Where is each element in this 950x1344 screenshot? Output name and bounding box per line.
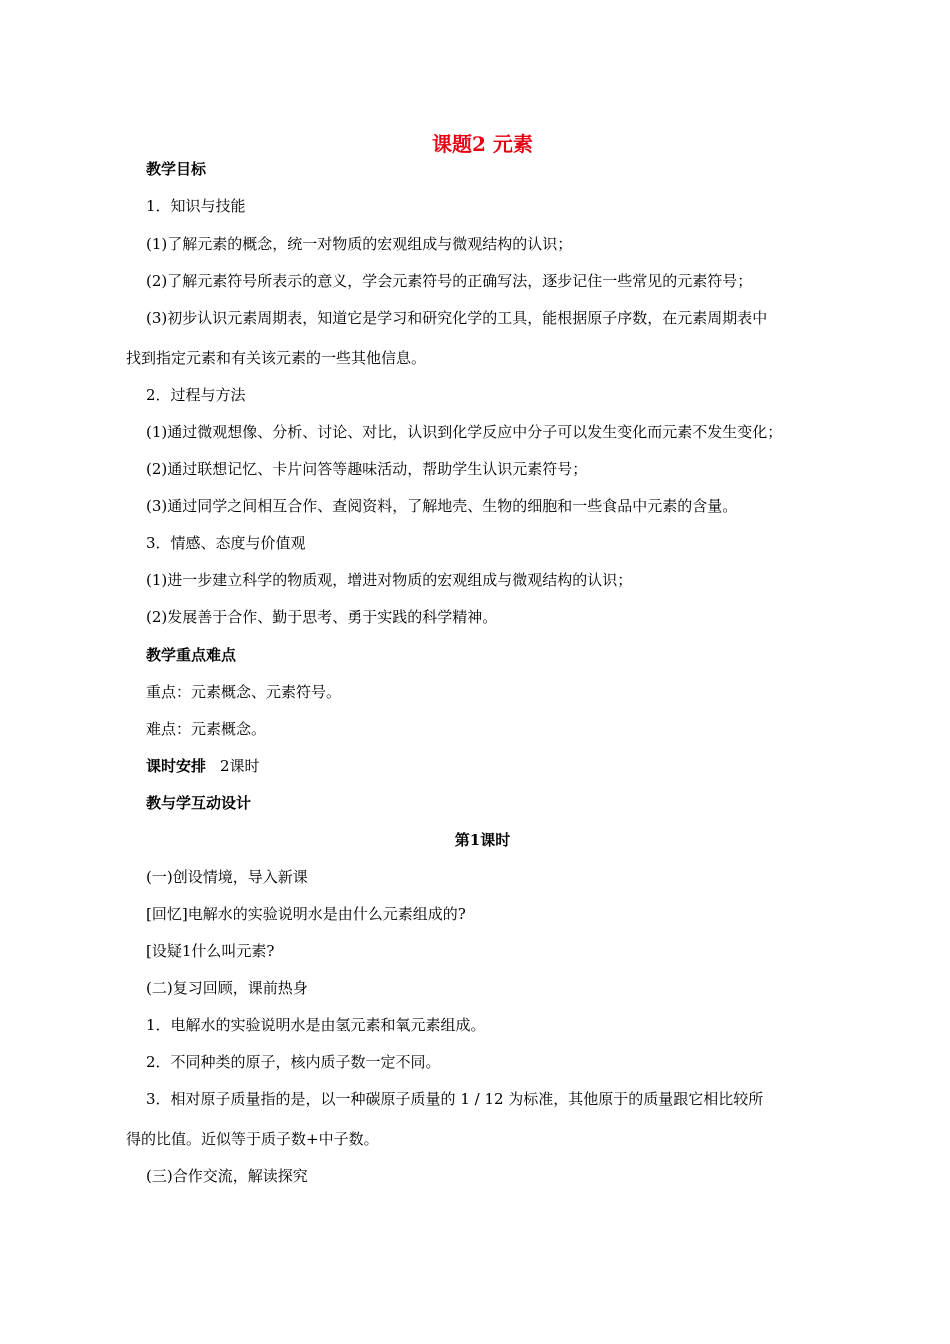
document-title: 课题2 元素 [432,132,533,156]
emotion-item-1: (1)进一步建立科学的物质观，增进对物质的宏观组成与微观结构的认识； [146,571,633,589]
section-process-methods: 2．过程与方法 [146,386,246,404]
process-item-2: (2)通过联想记忆、卡片问答等趣味活动，帮助学生认识元素符号； [146,460,588,478]
difficult-point: 难点：元素概念。 [146,720,267,738]
key-point: 重点：元素概念、元素符号。 [146,683,342,701]
doubt-question: [设疑1什么叫元素? [146,942,275,960]
review-item-3: 3．相对原子质量指的是，以一种碳原子质量的 1 / 12 为标准，其他原于的质量跟它相比较所 [146,1090,764,1108]
step-2-review: (二)复习回顾，课前热身 [146,979,308,997]
knowledge-item-3: (3)初步认识元素周期表，知道它是学习和研究化学的工具，能根据原子序数，在元素周期表中 [146,309,768,327]
process-item-3: (3)通过同学之间相互合作、查阅资料，了解地壳、生物的细胞和一些食品中元素的含量。 [146,497,738,515]
knowledge-item-1: (1)了解元素的概念，统一对物质的宏观组成与微观结构的认识； [146,235,573,253]
knowledge-item-3-continued: 找到指定元素和有关该元素的一些其他信息。 [126,349,427,367]
process-item-1: (1)通过微观想像、分析、讨论、对比，认识到化学反应中分子可以发生变化而元素不发生变化； [146,423,783,441]
section-knowledge-skills: 1．知识与技能 [146,197,246,215]
heading-interaction-design: 教与学互动设计 [146,794,252,812]
review-item-1: 1．电解水的实验说明水是由氢元素和氧元素组成。 [146,1016,486,1034]
step-1-create-situation: (一)创设情境，导入新课 [146,868,308,886]
recall-question: [回忆]电解水的实验说明水是由什么元素组成的? [146,905,466,923]
knowledge-item-2: (2)了解元素符号所表示的意义，学会元素符号的正确写法，逐步记住一些常见的元素符号； [146,272,753,290]
section-emotion-values: 3．情感、态度与价值观 [146,534,306,552]
schedule-value: 2课时 [220,757,260,775]
review-item-2: 2．不同种类的原子，核内质子数一定不同。 [146,1053,441,1071]
heading-schedule: 课时安排 [146,757,207,775]
schedule-row [146,756,260,776]
emotion-item-2: (2)发展善于合作、勤于思考、勇于实践的科学精神。 [146,608,498,626]
step-3-cooperation: (三)合作交流，解读探究 [146,1167,308,1185]
heading-key-points: 教学重点难点 [146,646,237,664]
lesson-1-heading: 第1课时 [454,831,511,849]
heading-teaching-goals: 教学目标 [146,160,207,178]
review-item-3-continued: 得的比值。近似等于质子数+中子数。 [126,1130,379,1148]
